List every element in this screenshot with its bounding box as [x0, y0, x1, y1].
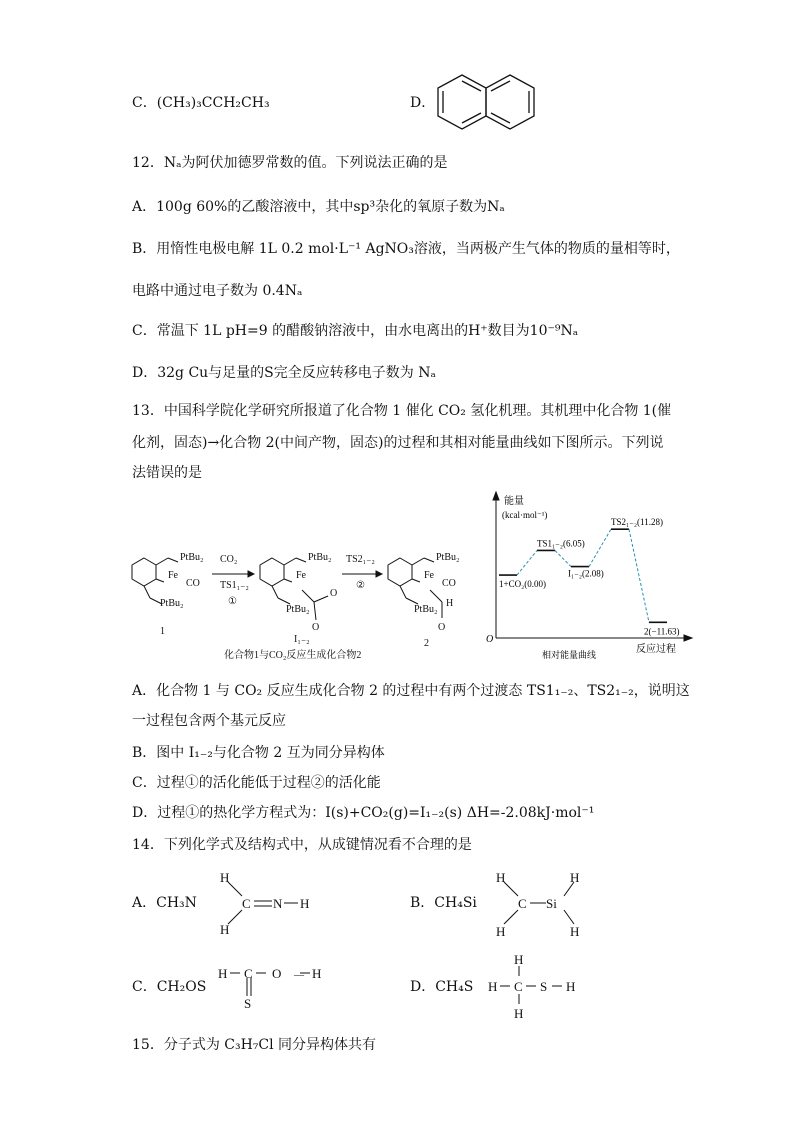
q12-option-d: D．32g Cu与足量的S完全反应转移电子数为 Nₐ	[132, 365, 436, 381]
y-axis-arrow	[493, 492, 499, 500]
energy-connector-0	[517, 550, 537, 575]
fe-2: Fe	[424, 570, 434, 581]
co-2: CO	[442, 578, 456, 589]
q13-option-a-line1: A．化合物 1 与 CO₂ 反应生成化合物 2 的过程中有两个过渡态 TS1₁₋₂、TS2₁₋₂，说明这	[132, 683, 690, 699]
reaction-scheme	[124, 540, 488, 664]
atom-h: H	[312, 966, 322, 981]
atom-h: H	[570, 924, 580, 939]
atom-c: C	[242, 896, 251, 911]
q14-option-d: D．CH₄S	[410, 979, 474, 995]
energy-connector-1	[555, 550, 571, 566]
scheme-caption: 化合物1与CO₂反应生成化合物2	[224, 650, 362, 661]
q12-stem: 12．Nₐ为阿伏加德罗常数的值。下列说法正确的是	[132, 155, 448, 171]
atom-h: H	[496, 924, 506, 939]
co2-reagent: CO₂	[220, 554, 238, 565]
atom-s: S	[540, 979, 548, 994]
q14-option-c: C．CH₂OS	[132, 979, 207, 995]
q11-option-c: C．(CH₃)₃CCH₂CH₃	[132, 95, 270, 111]
atom-dash: —	[294, 970, 304, 981]
q14-option-b: B．CH₄Si	[410, 895, 477, 911]
q13-option-d: D．过程①的热化学方程式为：I(s)+CO₂(g)=I₁₋₂(s) ΔH=-2.08kJ·mol⁻¹	[132, 805, 595, 821]
q13-stem-line3: 法错误的是	[132, 465, 202, 481]
origin-label: O	[486, 634, 494, 645]
q13-stem-line2: 化剂，固态)→化合物 2(中间产物，固态)的过程和其相对能量曲线如下图所示。下列说	[132, 435, 664, 451]
atom-c: C	[518, 896, 527, 911]
atom-h: H	[220, 870, 230, 885]
atom-c: C	[244, 966, 253, 981]
ptbu2-bottom-1: PtBu₂	[160, 598, 184, 609]
q13-option-c: C．过程①的活化能低于过程②的活化能	[132, 775, 381, 791]
o-2: O	[438, 622, 446, 633]
y-axis-unit: (kcal·mol⁻¹)	[502, 510, 548, 520]
chart-title: 相对能量曲线	[542, 650, 597, 660]
q12-option-c: C．常温下 1L pH=9 的醋酸钠溶液中，由水电离出的H⁺数目为10⁻⁹Nₐ	[132, 323, 579, 339]
atom-n: N	[273, 896, 283, 911]
o-I-carbonyl: O	[330, 588, 338, 599]
atom-h: H	[488, 979, 498, 994]
ts1-arrow-label: TS1₁₋₂	[220, 580, 249, 591]
atom-h: H	[570, 870, 580, 885]
atom-s: S	[244, 996, 252, 1011]
ptbu2-bottom-I: PtBu₂	[286, 604, 310, 615]
q14-structure-a	[212, 868, 312, 938]
atom-h: H	[514, 952, 524, 967]
fe-I: Fe	[296, 570, 306, 581]
step2-label: ②	[356, 580, 365, 591]
naphthalene-structure	[436, 72, 540, 134]
y-axis-label: 能量	[504, 496, 524, 507]
ptbu2-bottom-2: PtBu₂	[414, 604, 438, 615]
ptbu2-top-1: PtBu₂	[180, 552, 204, 563]
atom-h: H	[566, 979, 576, 994]
q14-stem: 14．下列化学式及结构式中，从成键情况看不合理的是	[132, 837, 472, 853]
energy-label-3: TS2₁₋₂(11.28)	[611, 517, 663, 528]
ptbu2-top-I: PtBu₂	[308, 552, 332, 563]
q14-structure-d	[486, 950, 582, 1020]
energy-label-4: 2(−11.63)	[644, 626, 680, 637]
energy-connector-3	[629, 529, 649, 622]
energy-label-1: TS1₁₋₂(6.05)	[537, 538, 585, 549]
ptbu2-top-2: PtBu₂	[436, 552, 460, 563]
atom-h: H	[514, 1006, 524, 1020]
energy-profile-chart	[480, 490, 700, 662]
ts2-arrow-label: TS2₁₋₂	[346, 554, 375, 565]
atom-si: Si	[546, 896, 557, 911]
label-compound-2: 2	[424, 638, 429, 649]
q12-option-b-line2: 电路中通过电子数为 0.4Nₐ	[132, 283, 303, 299]
q12-option-a: A．100g 60%的乙酸溶液中，其中sp³杂化的氧原子数为Nₐ	[132, 199, 505, 215]
atom-h: H	[220, 922, 230, 937]
q15-stem: 15．分子式为 C₃H₇Cl 同分异构体共有	[132, 1037, 377, 1053]
q13-option-b: B．图中 I₁₋₂与化合物 2 互为同分异构体	[132, 745, 385, 761]
energy-label-2: I₁₋₂(2.08)	[568, 568, 604, 579]
atom-o: O	[272, 966, 282, 981]
q14-option-a: A．CH₃N	[132, 895, 197, 911]
q11-option-d-label: D．	[410, 95, 436, 111]
atom-h: H	[496, 870, 506, 885]
step1-label: ①	[228, 596, 237, 607]
energy-connector-2	[589, 529, 611, 566]
atom-h: H	[218, 966, 228, 981]
x-axis-arrow	[684, 635, 692, 641]
energy-label-0: 1+CO₂(0.00)	[499, 579, 546, 590]
q14-structure-c	[216, 962, 322, 1012]
q13-option-a-line2: 一过程包含两个基元反应	[132, 713, 286, 729]
o-I-lower: O	[312, 622, 320, 633]
atom-c: C	[514, 979, 523, 994]
q13-stem-line1: 13．中国科学院化学研究所报道了化合物 1 催化 CO₂ 氢化机理。其机理中化合物 1(催	[132, 403, 672, 419]
q14-structure-b	[490, 866, 586, 940]
atom-h: H	[300, 896, 310, 911]
fe-1: Fe	[168, 570, 178, 581]
h-2-formyl: H	[446, 598, 454, 609]
label-intermediate: I₁₋₂	[294, 634, 310, 645]
q12-option-b-line1: B．用惰性电极电解 1L 0.2 mol·L⁻¹ AgNO₃溶液，当两极产生气体的物质的量相等时，	[132, 241, 680, 257]
label-compound-1: 1	[160, 626, 165, 637]
co-1: CO	[186, 578, 200, 589]
x-axis-label: 反应过程	[636, 644, 676, 655]
